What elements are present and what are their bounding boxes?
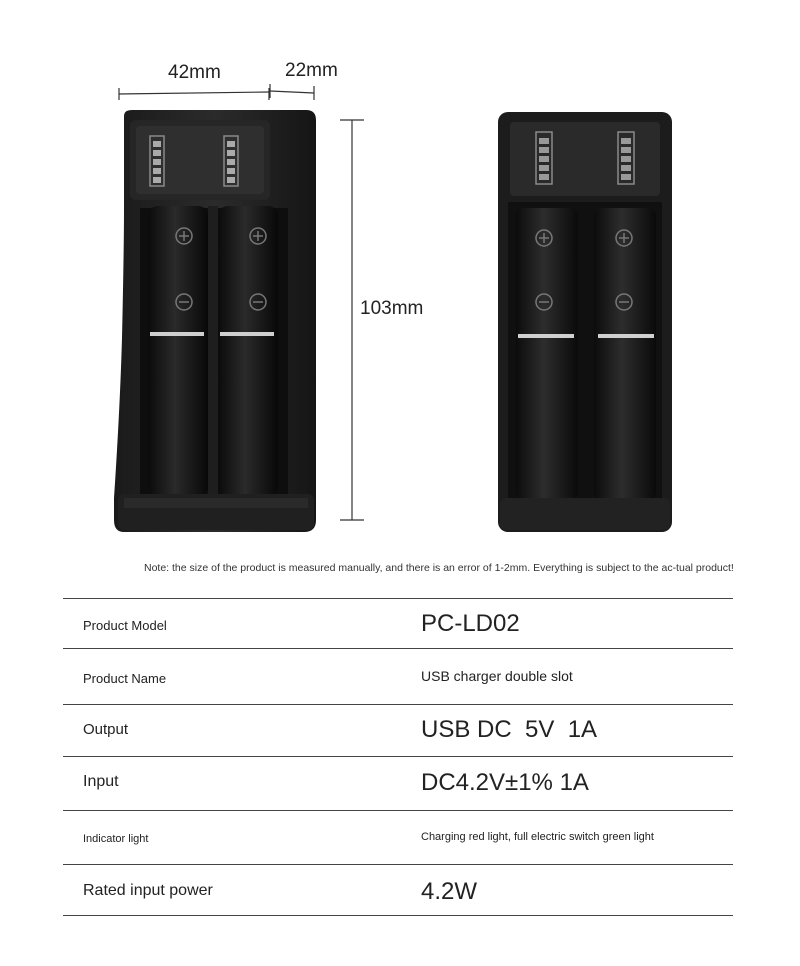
- spec-label: Output: [83, 721, 129, 738]
- table-row: [63, 598, 733, 648]
- width-dimension-line: [118, 88, 270, 100]
- charger-straight-image: [496, 110, 674, 534]
- height-label: 103mm: [360, 298, 424, 319]
- spec-table: [63, 598, 733, 916]
- spec-label: Product Name: [83, 671, 167, 686]
- spec-value: PC-LD02: [421, 610, 520, 637]
- table-row: [63, 756, 733, 810]
- depth-label: 22mm: [285, 60, 338, 81]
- spec-value: USB DC 5V 1A: [421, 716, 598, 743]
- spec-label: Input: [83, 773, 119, 790]
- table-row: [63, 704, 733, 756]
- spec-label: Product Model: [83, 618, 167, 633]
- table-row: [63, 810, 733, 864]
- height-dimension-line: [338, 118, 366, 522]
- depth-dimension-line: [268, 84, 316, 100]
- spec-value: USB charger double slot: [421, 668, 573, 684]
- width-label: 42mm: [168, 62, 221, 83]
- spec-label: Rated input power: [83, 882, 213, 899]
- charger-front-image: [110, 108, 318, 536]
- table-row: [63, 864, 733, 916]
- spec-label: Indicator light: [83, 833, 149, 845]
- spec-value: Charging red light, full electric switch green light: [421, 831, 654, 843]
- table-row: [63, 648, 733, 704]
- spec-value: DC4.2V±1% 1A: [421, 769, 589, 796]
- measurement-note: Note: the size of the product is measured manually, and there is an error of 1-2mm. Everything is subject to the ac-tual product!: [144, 562, 734, 574]
- spec-value: 4.2W: [421, 878, 478, 905]
